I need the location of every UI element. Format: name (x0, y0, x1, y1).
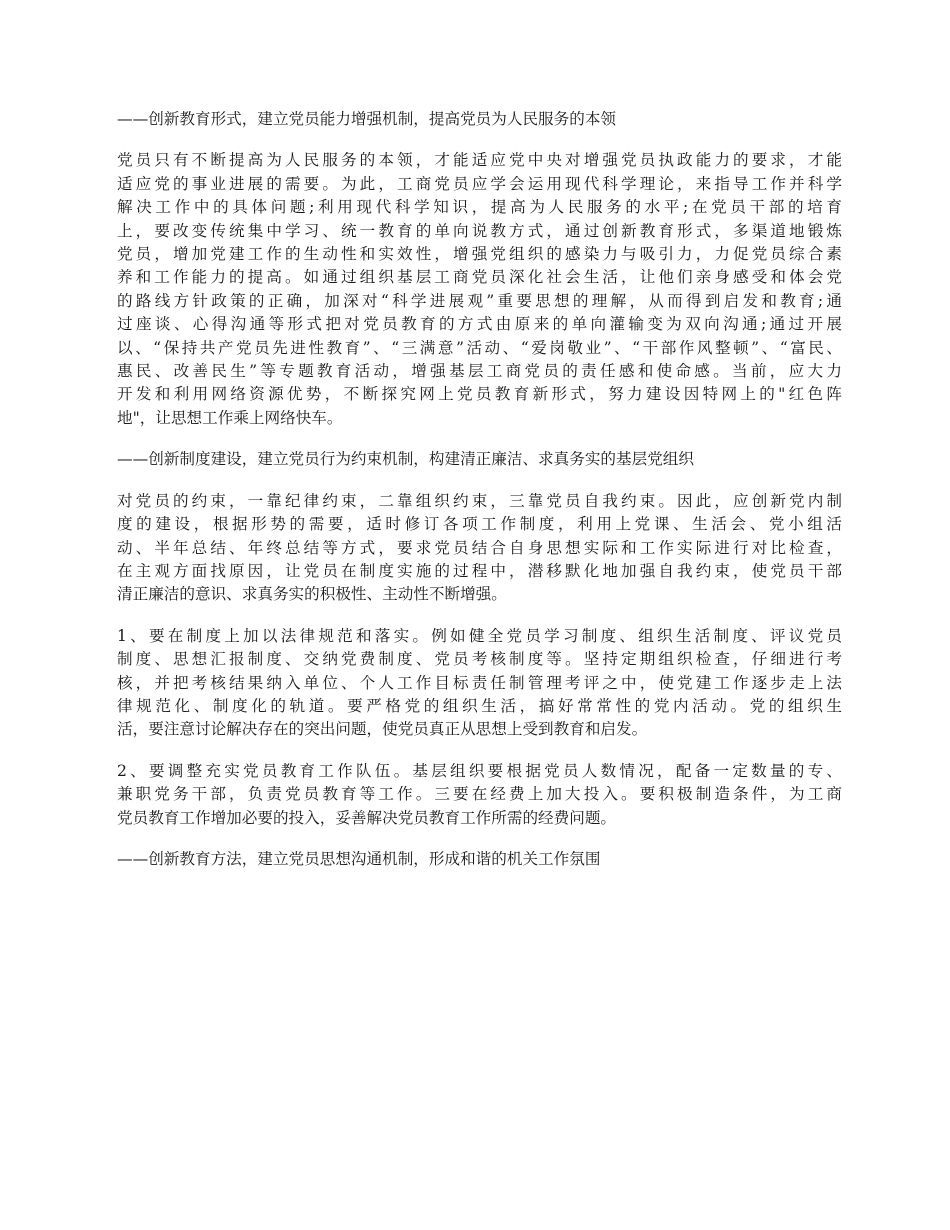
text-line: 党员，增加党建工作的生动性和实效性，增强党组织的感染力与吸引力，力促党员综合素 (117, 245, 842, 264)
section-heading-system-building: ——创新制度建设，建立党员行为约束机制，构建清正廉洁、求真务实的基层党组织 (117, 450, 694, 469)
text-line: 兼职党务干部，负责党员教育等工作。三要在经费上加大投入。要积极制造条件，为工商 (117, 785, 842, 804)
document-body (117, 108, 842, 889)
text-line: 活，要注意讨论解决存在的突出问题，使党员真正从思想上受到教育和启发。 (117, 720, 648, 739)
text-line: 动、半年总结、年终总结等方式，要求党员结合自身思想实际和工作实际进行对比检查， (117, 538, 842, 557)
text-line: 以、“保持共产党员先进性教育”、“三满意”活动、“爱岗敬业”、“干部作风整顿”、“富民、 (117, 338, 842, 357)
paragraph-item-2 (117, 760, 842, 830)
text-line: 解决工作中的具体问题;利用现代科学知识，提高为人民服务的水平;在党员干部的培育 (117, 198, 842, 217)
paragraph-item-1 (117, 625, 842, 742)
paragraph-system-building (117, 490, 842, 607)
section-heading-education-form: ——创新教育形式，建立党员能力增强机制，提高党员为人民服务的本领 (117, 110, 617, 128)
text-line: 惠民、改善民生”等专题教育活动，增强基层工商党员的责任感和使命感。当前，应大力 (117, 362, 842, 381)
text-line: 上，要改变传统集中学习、统一教育的单向说教方式，通过创新教育形式，多渠道地锻炼 (117, 221, 842, 240)
text-line: 过座谈、心得沟通等形式把对党员教育的方式由原来的单向灌输变为双向沟通;通过开展 (117, 315, 842, 334)
text-line: 清正廉洁的意识、求真务实的积极性、主动性不断增强。 (117, 585, 507, 604)
text-line: 的路线方针政策的正确，加深对“科学进展观”重要思想的理解，从而得到启发和教育;通 (117, 291, 842, 310)
text-line: 适应党的事业进展的需要。为此，工商党员应学会运用现代科学理论，来指导工作并科学 (117, 174, 842, 193)
text-line: 1、要在制度上加以法律规范和落实。例如健全党员学习制度、组织生活制度、评议党员 (117, 626, 842, 645)
text-line: 开发和利用网络资源优势，不断探究网上党员教育新形式，努力建设因特网上的"红色阵 (117, 385, 842, 404)
text-line: 地"，让思想工作乘上网络快车。 (117, 408, 343, 427)
paragraph-education-form (117, 149, 842, 430)
text-line: 党员教育工作增加必要的投入，妥善解决党员教育工作所需的经费问题。 (117, 808, 617, 827)
text-line: 对党员的约束，一靠纪律约束，二靠组织约束，三靠党员自我约束。因此，应创新党内制 (117, 491, 842, 510)
text-line: 在主观方面找原因，让党员在制度实施的过程中，潜移默化地加强自我约束，使党员干部 (117, 561, 842, 580)
text-line: 律规范化、制度化的轨道。要严格党的组织生活，搞好常常性的党内活动。党的组织生 (117, 696, 842, 715)
text-line: 养和工作能力的提高。如通过组织基层工商党员深化社会生活，让他们亲身感受和体会党 (117, 268, 842, 287)
text-line: 党员只有不断提高为人民服务的本领，才能适应党中央对增强党员执政能力的要求，才能 (117, 151, 842, 170)
text-line: 2、要调整充实党员教育工作队伍。基层组织要根据党员人数情况，配备一定数量的专、 (117, 761, 842, 780)
text-line: 度的建设，根据形势的需要，适时修订各项工作制度，利用上党课、生活会、党小组活 (117, 515, 842, 534)
text-line: 制度、思想汇报制度、交纳党费制度、党员考核制度等。坚持定期组织检查，仔细进行考 (117, 650, 842, 669)
text-line: 核，并把考核结果纳入单位、个人工作目标责任制管理考评之中，使党建工作逐步走上法 (117, 673, 842, 692)
section-heading-education-method: ——创新教育方法，建立党员思想沟通机制，形成和谐的机关工作氛围 (117, 849, 601, 868)
